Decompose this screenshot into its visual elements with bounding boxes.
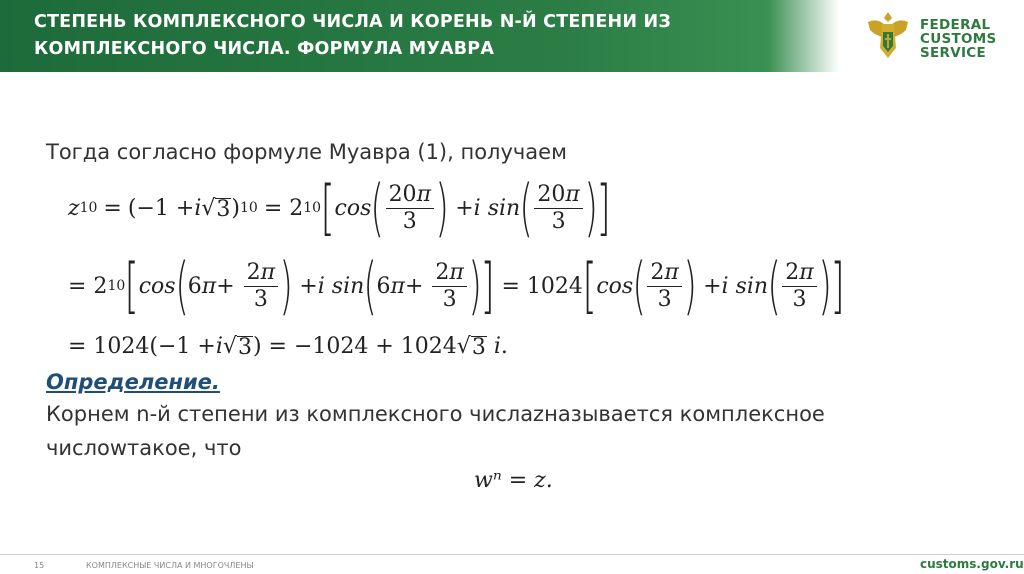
definition-text-line1: Корнем n-й степени из комплексного числаzназывается комплексное [46, 402, 825, 426]
root-formula: wⁿ = z. [474, 468, 553, 493]
eagle-emblem-icon [864, 8, 912, 64]
definition-text-line2: числоwтакое, что [46, 436, 242, 460]
logo-text-line2: CUSTOMS [920, 31, 997, 47]
footer-divider [0, 554, 1024, 555]
footer-title: КОМПЛЕКСНЫЕ ЧИСЛА И МНОГОЧЛЕНЫ [86, 561, 254, 570]
slide-title-line2: КОМПЛЕКСНОГО ЧИСЛА. ФОРМУЛА МУАВРА [34, 39, 495, 59]
footer-site: customs.gov.ru [920, 557, 1024, 571]
slide-title-line1: СТЕПЕНЬ КОМПЛЕКСНОГО ЧИСЛА И КОРЕНЬ N-Й СТЕПЕНИ ИЗ [34, 12, 671, 32]
formula-line-1: z 10 = (−1 + i √ 3 ) 10 = 2 10 [ cos ( $\frac{20\pi}{3}$ ) + i sin ( $\frac{20\pi}{3}$ ) ] [68, 171, 611, 244]
slide-title [34, 9, 794, 63]
fcs-logo [860, 6, 1020, 66]
logo-text-line1: FEDERAL [920, 17, 991, 33]
slide-footer [0, 554, 1024, 574]
formula-line-3: = 1024(−1 + i √ 3 ) = −1024 + 1024 √ 3 i . [68, 333, 508, 360]
logo-text [920, 18, 997, 60]
definition-label: Определение. [46, 370, 220, 394]
logo-text-line3: SERVICE [920, 45, 987, 61]
slide-header [0, 0, 1024, 72]
page-number: 15 [34, 561, 45, 570]
formula-line-2: = 2 10 [ cos ( 6 π + $\frac{2\pi}{3}$ ) + i sin ( 6 π + $\frac{2\pi}{3}$ ) ] = 1024 [ cos ( $\frac{2\pi}{3}$ ) + i sin ( $\frac{2\pi}{3}$ ) ] [68, 249, 845, 322]
intro-text: Тогда согласно формуле Муавра (1), получаем [46, 140, 567, 164]
